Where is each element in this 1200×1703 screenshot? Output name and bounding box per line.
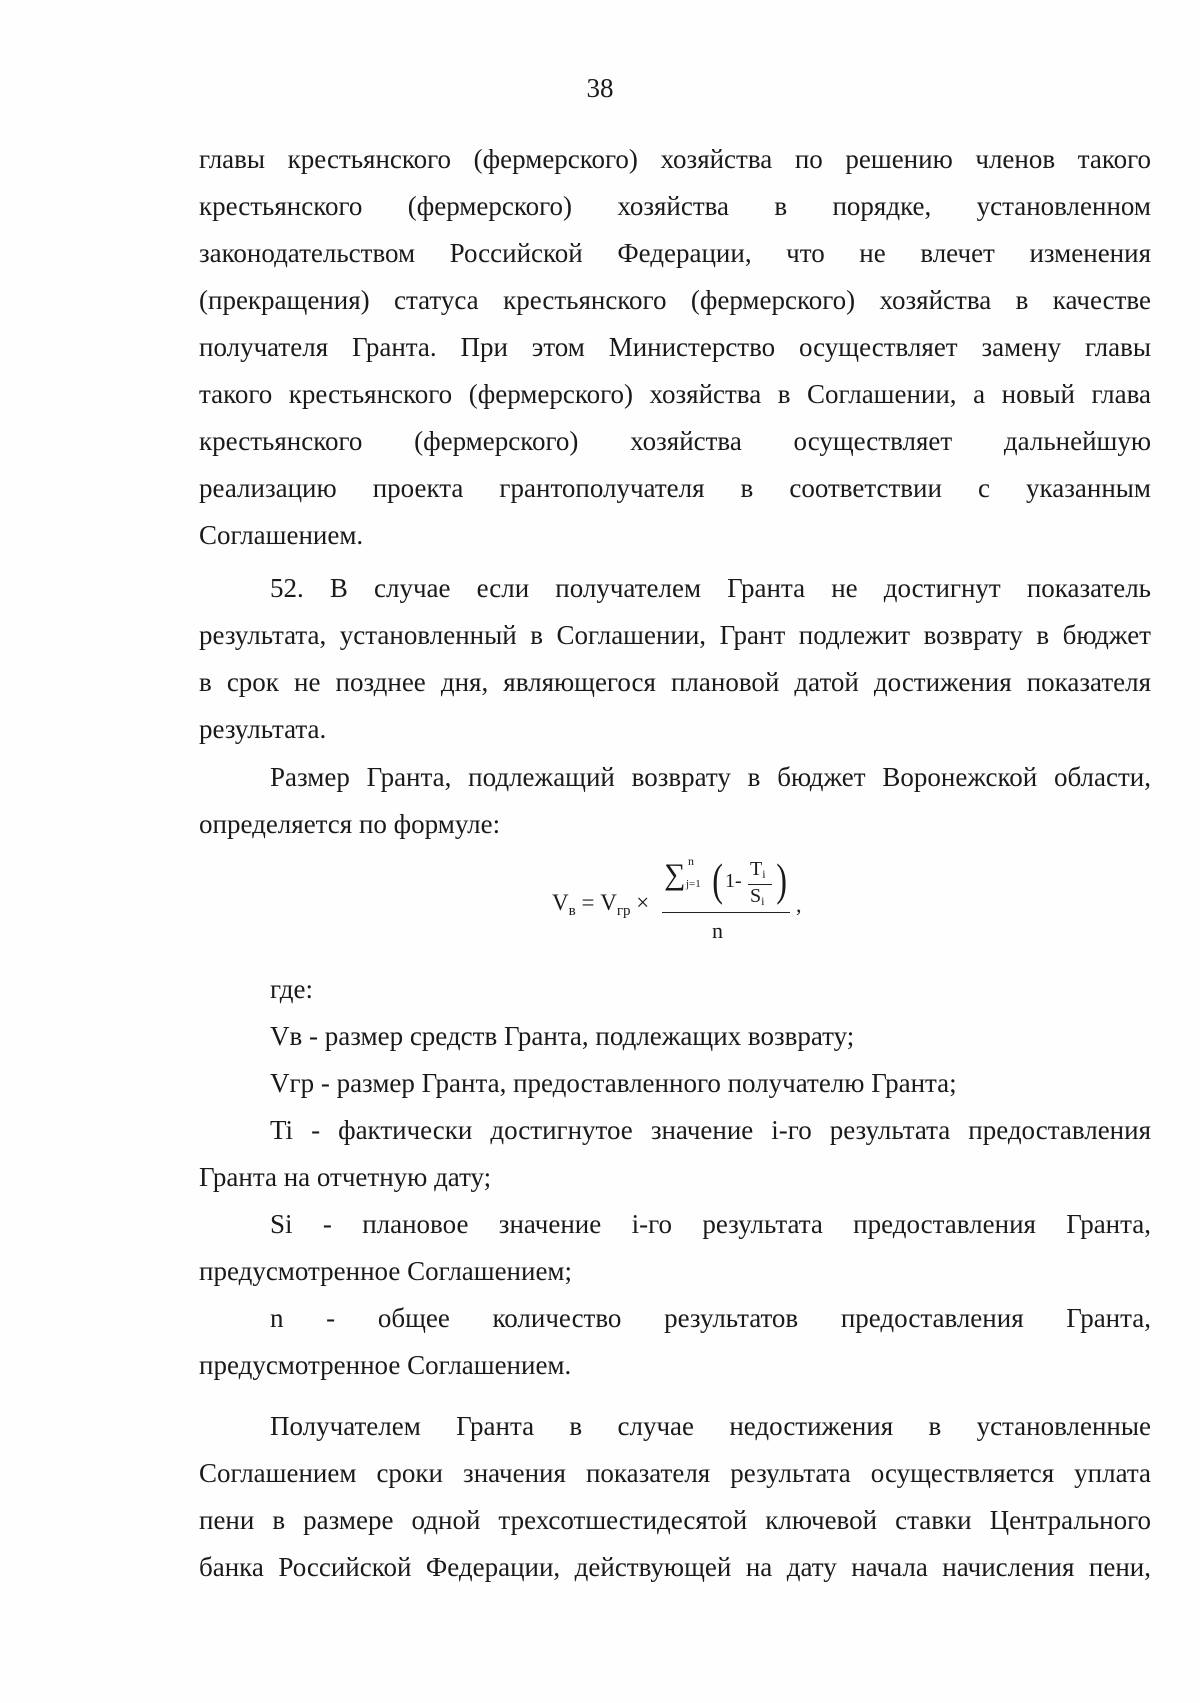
text-line: реализацию проекта грантополучателя в соответствии с указанным (199, 473, 1151, 503)
text-line: определяется по формуле: (199, 809, 501, 839)
sum-sign: ∑ (664, 858, 686, 891)
text-line: крестьянского (фермерского) хозяйства в порядке, установленном (199, 191, 1151, 221)
definition-ti: Ti - фактически достигнутое значение i-го результата предоставления (270, 1115, 1151, 1145)
formula-lhs (552, 890, 649, 920)
text-line: банка Российской Федерации, действующей на дату начала начисления пени, (199, 1552, 1151, 1582)
text-line: получателя Гранта. При этом Министерство осуществляет замену главы (199, 332, 1151, 362)
text-line: 52. В случае если получателем Гранта не достигнут показатель (270, 573, 1151, 603)
main-fraction-bar (662, 912, 790, 913)
sum-upper-limit: n (688, 854, 694, 868)
text-line: такого крестьянского (фермерского) хозяйства в Соглашении, а новый глава (199, 379, 1151, 409)
main-denominator: n (712, 918, 723, 943)
text-line: результата. (199, 714, 327, 744)
symbol-s: S (750, 885, 762, 907)
definition-n: n - общее количество результатов предоставления Гранта, (270, 1303, 1151, 1333)
paragraph-head-replacement (199, 136, 1151, 559)
subscript-i: i (761, 894, 765, 908)
text-line: предусмотренное Соглашением. (199, 1350, 572, 1380)
formula-subscript-v: в (568, 903, 576, 919)
formula-definitions (199, 966, 1151, 1389)
text-line: Получателем Гранта в случае недостижения в установленные (270, 1411, 1151, 1441)
text-line: результата, установленный в Соглашении, Грант подлежит возврату в бюджет (199, 620, 1151, 650)
text-line: (прекращения) статуса крестьянского (фермерского) хозяйства в качестве (199, 285, 1151, 315)
formula-times: × (630, 890, 650, 915)
subscript-i: i (762, 867, 766, 881)
paragraph-52 (199, 565, 1151, 753)
sum-lower-limit: j=1 (686, 878, 701, 890)
inner-numerator (750, 858, 766, 882)
text-line: Размер Гранта, подлежащий возврату в бюджет Воронежской области, (270, 762, 1151, 792)
paragraph-formula-intro (199, 754, 1151, 848)
text-line: в срок не позднее дня, являющегося плановой датой достижения показателя (199, 667, 1151, 697)
paragraph-penalty (199, 1403, 1151, 1591)
text-line: главы крестьянского (фермерского) хозяйства по решению членов такого (199, 144, 1151, 174)
text-line: где: (270, 974, 313, 1004)
text-line: предусмотренное Соглашением; (199, 1256, 573, 1286)
formula-comma: , (796, 892, 802, 917)
page-number: 38 (586, 73, 614, 103)
right-parenthesis: ) (776, 854, 788, 905)
formula-symbol-v: V (552, 890, 569, 915)
text-line: пени в размере одной трехсотшестидесятой ключевой ставки Центрального (199, 1505, 1151, 1535)
text-line: крестьянского (фермерского) хозяйства осуществляет дальнейшую (199, 426, 1151, 456)
symbol-t: T (750, 858, 763, 880)
inner-denominator (750, 885, 764, 909)
text-line: Соглашением. (199, 520, 364, 550)
text-line: Гранта на отчетную дату; (199, 1162, 492, 1192)
definition-vgr: Vгр - размер Гранта, предоставленного получателю Гранта; (270, 1068, 957, 1098)
text-line: законодательством Российской Федерации, что не влечет изменения (199, 238, 1151, 268)
text-line: Соглашением сроки значения показателя результата осуществляется уплата (199, 1458, 1151, 1488)
definition-vv: Vв - размер средств Гранта, подлежащих возврату; (270, 1021, 855, 1051)
formula-subscript-gr: гр (616, 903, 631, 919)
definition-si: Si - плановое значение i-го результата предоставления Гранта, (270, 1209, 1151, 1239)
left-parenthesis: ( (712, 854, 724, 905)
refund-formula (552, 852, 832, 960)
formula-one-minus: 1- (725, 870, 742, 892)
formula-equals-v: = V (575, 890, 617, 915)
